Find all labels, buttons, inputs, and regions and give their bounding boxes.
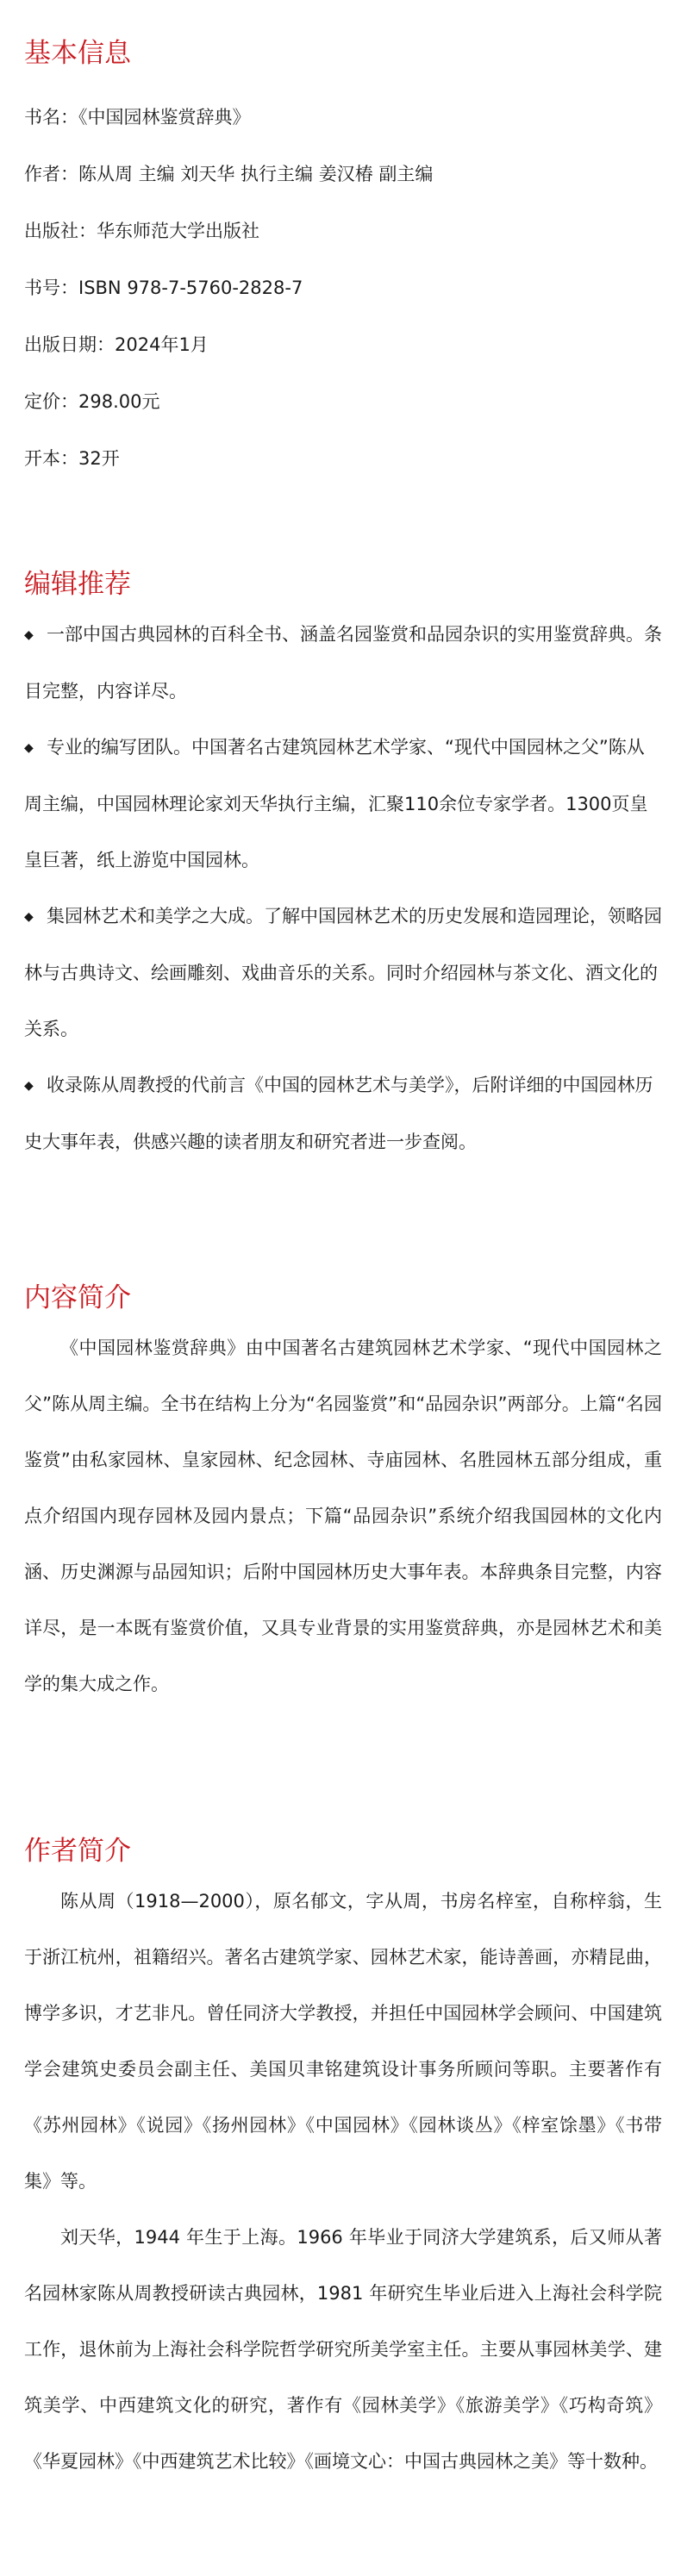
author-paragraph-chen: 陈从周（1918—2000），原名郁文，字从周，书房名梓室，自称梓翁，生于浙江杭州，祖籍绍兴。著名古建筑学家、园林艺术家，能诗善画，亦精昆曲，博学多识，才艺非凡。曾任同济大学教授，并担任中国园林学会顾问、中国建筑学会建筑史委员会副主任、美国贝聿铭建筑设计事务所顾问等职。主要著作有《苏州园林》《说园》《扬州园林》《中国园林》《园林谈丛》《梓室馀墨》《书带集》等。 — [24, 1891, 662, 2192]
basic-info-list — [24, 89, 662, 487]
content-intro-body — [24, 1320, 662, 1712]
content-intro-title: 内容简介 — [24, 1282, 131, 1313]
editor-recommend-section — [24, 567, 662, 1170]
author-intro-section — [24, 1834, 662, 2490]
author-intro-title: 作者简介 — [24, 1836, 131, 1867]
diamond-bullet-icon: ◆ — [24, 1079, 34, 1093]
recommend-item — [24, 720, 662, 889]
recommend-item-text: 专业的编写团队。中国著名古建筑园林艺术学家、“现代中国园林之父”陈从周主编，中国园林理论家刘天华执行主编，汇聚110余位专家学者。1300页皇皇巨著，纸上游览中国园林。 — [24, 737, 648, 870]
format-line: 开本：32开 — [24, 448, 120, 469]
recommend-item-text: 收录陈从周教授的代前言《中国的园林艺术与美学》，后附详细的中国园林历史大事年表，供感兴趣的读者朋友和研究者进一步查阅。 — [24, 1075, 653, 1152]
author-line: 作者：陈从周 主编 刘天华 执行主编 姜汉椿 副主编 — [24, 164, 434, 184]
recommend-item-text: 集园林艺术和美学之大成。了解中国园林艺术的历史发展和造园理论，领略园林与古典诗文、绘画雕刻、戏曲音乐的关系。同时介绍园林与茶文化、酒文化的关系。 — [24, 906, 662, 1039]
book-title-line: 书名：《中国园林鉴赏辞典》 — [24, 107, 251, 128]
content-intro-paragraph: 《中国园林鉴赏辞典》由中国著名古建筑园林艺术学家、“现代中国园林之父”陈从周主编。全书在结构上分为“名园鉴赏”和“品园杂识”两部分。上篇“名园鉴赏”由私家园林、皇家园林、纪念园林、寺庙园林、名胜园林五部分组成，重点介绍国内现存园林及园内景点；下篇“品园杂识”系统介绍我国园林的文化内涵、历史渊源与品园知识；后附中国园林历史大事年表。本辞典条目完整，内容详尽，是一本既有鉴赏价值，又具专业背景的实用鉴赏辞典，亦是园林艺术和美学的集大成之作。 — [24, 1338, 662, 1694]
basic-info-title: 基本信息 — [24, 38, 131, 69]
editor-recommend-title: 编辑推荐 — [24, 569, 131, 600]
diamond-bullet-icon: ◆ — [24, 910, 34, 924]
price-line: 定价：298.00元 — [24, 391, 160, 412]
basic-info-section — [24, 36, 662, 487]
publisher-line: 出版社：华东师范大学出版社 — [24, 221, 259, 241]
author-intro-body — [24, 1874, 662, 2490]
content-intro-section — [24, 1281, 662, 1712]
isbn-line: 书号：ISBN 978-7-5760-2828-7 — [24, 278, 303, 298]
recommend-item-text: 一部中国古典园林的百科全书、涵盖名园鉴赏和品园杂识的实用鉴赏辞典。条目完整，内容详尽。 — [24, 624, 662, 702]
recommend-list — [24, 607, 662, 1170]
recommend-item — [24, 607, 662, 720]
publish-date-line: 出版日期：2024年1月 — [24, 334, 209, 355]
recommend-item — [24, 889, 662, 1057]
author-paragraph-liu: 刘天华，1944 年生于上海。1966 年毕业于同济大学建筑系，后又师从著名园林家陈从周教授研读古典园林，1981 年研究生毕业后进入上海社会科学院工作，退休前为上海社会科学院哲学研究所美学室主任。主要从事园林美学、建筑美学、中西建筑文化的研究，著作有《园林美学》《旅游美学》《巧构奇筑》《华夏园林》《中西建筑艺术比较》《画境文心：中国古典园林之美》等十数种。 — [24, 2227, 662, 2472]
recommend-item — [24, 1057, 662, 1170]
diamond-bullet-icon: ◆ — [24, 628, 34, 642]
diamond-bullet-icon: ◆ — [24, 741, 34, 755]
